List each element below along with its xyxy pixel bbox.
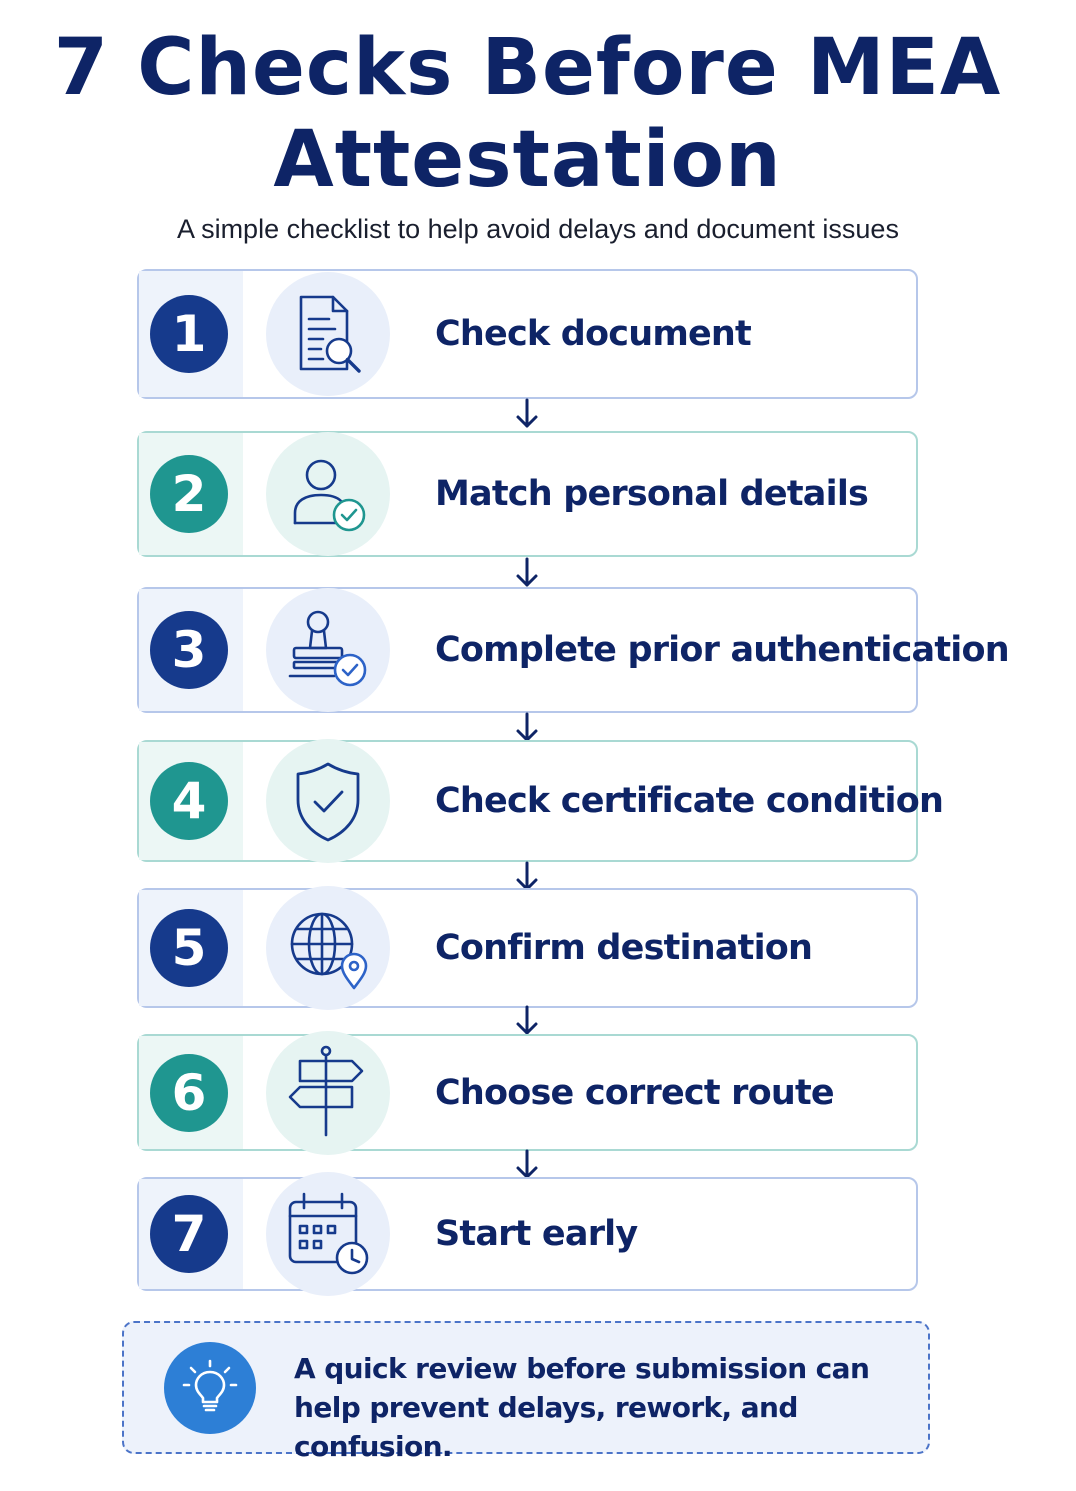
step-number-cell <box>139 271 243 397</box>
tip-box <box>122 1321 930 1463</box>
signpost-icon <box>266 1031 390 1155</box>
step-label: Confirm destination <box>435 928 813 968</box>
arrow-down-icon <box>515 397 539 431</box>
step-number-cell <box>139 1036 243 1149</box>
page-subtitle: A simple checklist to help avoid delays and document issues <box>177 214 899 244</box>
step-card-6 <box>137 1034 918 1151</box>
step-number-cell <box>139 589 243 711</box>
step-card-2 <box>137 431 918 557</box>
step-number-badge: 2 <box>150 455 228 533</box>
document-search-icon <box>266 272 390 396</box>
arrow-down-icon <box>515 1004 539 1038</box>
step-card-3 <box>137 587 1009 713</box>
page-title: 7 Checks Before MEA Attestation <box>53 23 1002 205</box>
step-card-7 <box>137 1177 918 1291</box>
step-label: Check certificate condition <box>435 781 944 821</box>
step-card-5 <box>137 888 918 1008</box>
step-card-4 <box>137 740 944 862</box>
step-number-badge: 5 <box>150 909 228 987</box>
arrow-down-icon <box>515 556 539 590</box>
step-number-badge: 3 <box>150 611 228 689</box>
calendar-clock-icon <box>266 1172 390 1296</box>
step-number-cell <box>139 890 243 1006</box>
tip-text: A quick review before submission can help prevent delays, rework, and confusion. <box>294 1352 870 1463</box>
step-label: Start early <box>435 1214 638 1254</box>
step-number-badge: 1 <box>150 295 228 373</box>
step-label: Match personal details <box>435 474 869 514</box>
user-check-icon <box>266 432 390 556</box>
step-number-cell <box>139 742 243 860</box>
step-label: Choose correct route <box>435 1072 834 1113</box>
shield-check-icon <box>266 739 390 863</box>
step-number-cell <box>139 433 243 555</box>
step-number-badge: 4 <box>150 762 228 840</box>
step-number-badge: 7 <box>150 1195 228 1273</box>
step-number-cell <box>139 1179 243 1289</box>
step-card-1 <box>137 269 918 399</box>
lightbulb-icon <box>164 1342 256 1434</box>
step-label: Check document <box>435 314 751 354</box>
globe-pin-icon <box>266 886 390 1010</box>
step-number-badge: 6 <box>150 1054 228 1132</box>
stamp-check-icon <box>266 588 390 712</box>
step-label: Complete prior authentication <box>435 630 1009 670</box>
